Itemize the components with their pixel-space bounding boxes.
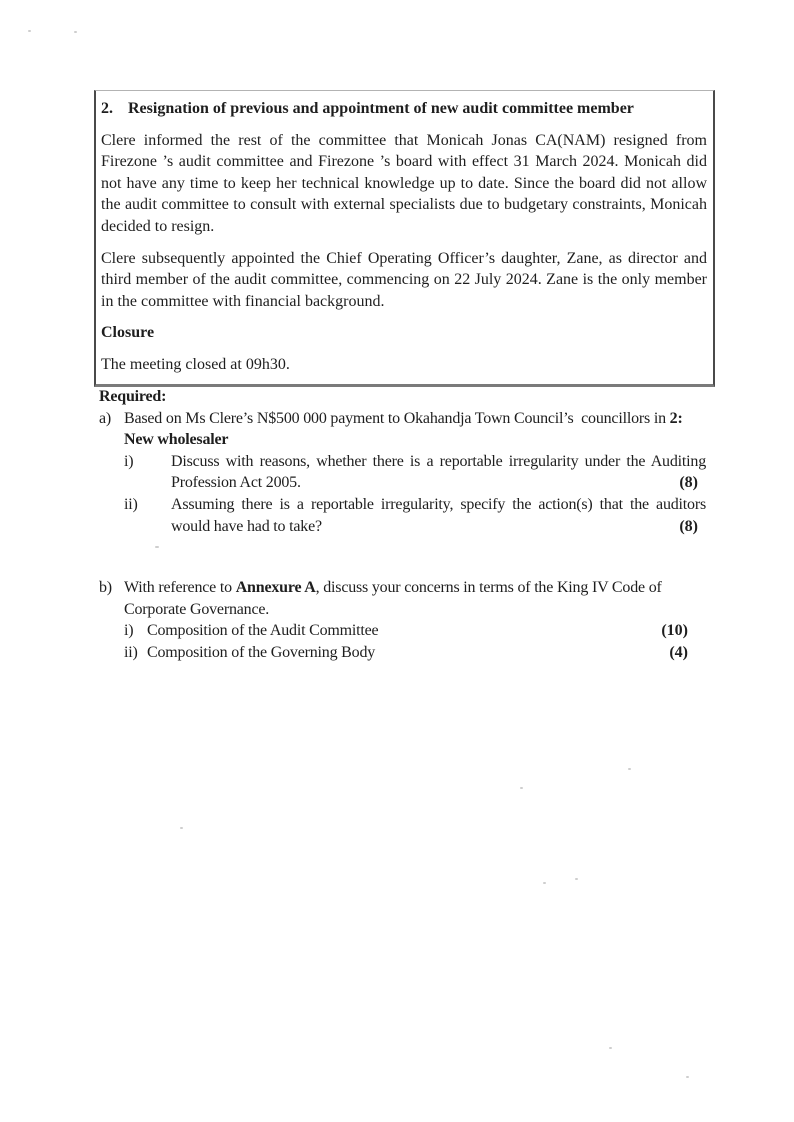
scan-speck bbox=[28, 30, 31, 32]
paragraph-resignation: Clere informed the rest of the committee that Monicah Jonas CA(NAM) resigned from Firezone ’s audit committee and Firezone ’s board with effect 31 March 2024. Monicah did not have any time to keep her technical knowledge up to date. Since the board did not allow the audit committee to consult with external specialists due to budgetary constraints, Monicah decided to resign. bbox=[101, 131, 707, 235]
question-b bbox=[99, 577, 706, 663]
question-b-i-marker: i) bbox=[124, 622, 134, 640]
question-a-i bbox=[124, 451, 706, 494]
question-b-ii-marks: (4) bbox=[669, 643, 688, 661]
question-a-marker: a) bbox=[99, 409, 112, 427]
question-a-i-marker: i) bbox=[124, 452, 134, 470]
scan-speck bbox=[155, 546, 159, 548]
scan-speck bbox=[180, 827, 183, 829]
question-a-i-content bbox=[171, 451, 706, 494]
paragraph-appointment: Clere subsequently appointed the Chief Operating Officer’s daughter, Zane, as director and third member of the audit committee, commencing on 22 July 2024. Zane is the only member in the committee with financial background. bbox=[101, 249, 707, 310]
section-number: 2. bbox=[101, 100, 113, 117]
question-b-lead-post: , discuss your concerns in terms of the King IV Code of Corporate Governance. bbox=[124, 579, 662, 618]
question-a-subheading: New wholesaler bbox=[124, 431, 229, 449]
section-heading bbox=[101, 98, 707, 120]
question-b-lead-ref: Annexure A bbox=[235, 579, 316, 597]
scan-speck bbox=[628, 768, 631, 770]
question-b-content bbox=[124, 577, 706, 663]
question-a-lead bbox=[124, 408, 706, 430]
required-label: Required: bbox=[99, 388, 167, 405]
case-study-box bbox=[94, 90, 715, 387]
scan-speck bbox=[543, 882, 546, 884]
question-b-marker: b) bbox=[99, 579, 112, 597]
closure-text: The meeting closed at 09h30. bbox=[101, 355, 290, 373]
closure-heading: Closure bbox=[101, 324, 155, 342]
question-b-ii-text: Composition of the Governing Body bbox=[147, 643, 376, 661]
question-a-i-text: Discuss with reasons, whether there is a reportable irregularity under the Auditing Profession Act 2005. bbox=[171, 452, 706, 492]
scan-speck bbox=[575, 878, 578, 880]
question-b-ii bbox=[124, 642, 706, 664]
question-b-lead bbox=[124, 577, 706, 620]
question-a-ii-marks: (8) bbox=[679, 517, 698, 535]
question-a-ii-content bbox=[171, 494, 706, 537]
question-a-ii-text: Assuming there is a reportable irregularity, specify the action(s) that the auditors would have had to take? bbox=[171, 495, 706, 535]
question-a-ii bbox=[124, 494, 706, 537]
scan-speck bbox=[520, 787, 523, 789]
question-a-ii-marker: ii) bbox=[124, 495, 138, 513]
question-b-i-text: Composition of the Audit Committee bbox=[147, 622, 379, 640]
scan-speck bbox=[609, 1047, 612, 1049]
question-a-lead-text: Based on Ms Clere’s N$500 000 payment to Okahandja Town Council’s councillors in bbox=[124, 409, 670, 427]
required-section bbox=[94, 386, 706, 664]
question-b-ii-marker: ii) bbox=[124, 643, 138, 661]
question-a-i-marks: (8) bbox=[679, 474, 698, 492]
question-a-lead-ref: 2: bbox=[669, 409, 683, 427]
question-b-i-marks: (10) bbox=[661, 622, 688, 640]
section-title: Resignation of previous and appointment of new audit committee member bbox=[128, 100, 634, 117]
scan-speck bbox=[686, 1076, 689, 1078]
question-a-content bbox=[124, 408, 706, 538]
question-a bbox=[99, 408, 706, 538]
question-b-lead-pre: With reference to bbox=[124, 579, 236, 597]
question-b-i bbox=[124, 620, 706, 642]
scan-speck bbox=[74, 31, 77, 33]
